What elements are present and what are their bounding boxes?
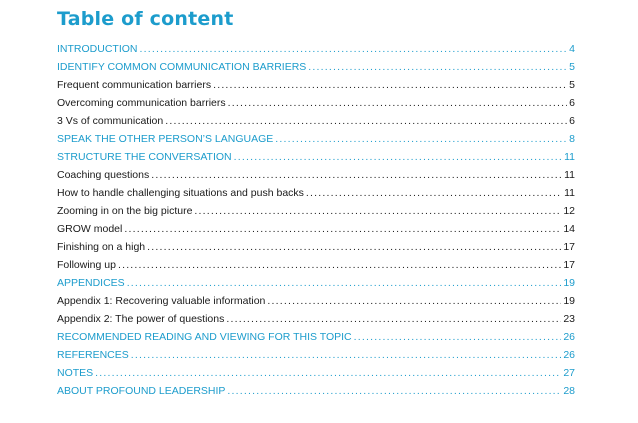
toc-entry-introduction[interactable] (57, 40, 575, 58)
toc-entry-page-number: 14 (563, 223, 575, 235)
toc-entry-following-up[interactable] (57, 256, 575, 274)
toc-entry-label: SPEAK THE OTHER PERSON’S LANGUAGE (57, 133, 274, 145)
toc-entry-speak-the-other-persons-language[interactable] (57, 130, 575, 148)
dot-leader (131, 346, 562, 364)
dot-leader (228, 94, 568, 112)
dot-leader (147, 238, 561, 256)
toc-entry-page-number: 19 (563, 295, 575, 307)
dot-leader (275, 130, 567, 148)
dot-leader (227, 382, 561, 400)
dot-leader (354, 328, 562, 346)
toc-entry-page-number: 8 (569, 133, 575, 145)
dot-leader (194, 202, 561, 220)
dot-leader (151, 166, 562, 184)
toc-entry-page-number: 11 (564, 151, 575, 163)
toc-entry-about-profound-leadership[interactable] (57, 382, 575, 400)
toc-entry-appendix-2[interactable] (57, 310, 575, 328)
toc-entry-page-number: 28 (563, 385, 575, 397)
toc-entry-page-number: 11 (564, 169, 575, 181)
toc-entry-appendix-1[interactable] (57, 292, 575, 310)
toc-entry-notes[interactable] (57, 364, 575, 382)
toc-entry-structure-the-conversation[interactable] (57, 148, 575, 166)
toc-entry-3-vs-of-communication[interactable] (57, 112, 575, 130)
toc-entry-page-number: 6 (569, 115, 575, 127)
toc-entry-overcoming-communication-barriers[interactable] (57, 94, 575, 112)
toc-entry-label: IDENTIFY COMMON COMMUNICATION BARRIERS (57, 61, 307, 73)
dot-leader (234, 148, 562, 166)
toc-entry-label: GROW model (57, 223, 123, 235)
toc-entry-label: NOTES (57, 367, 94, 379)
dot-leader (308, 58, 567, 76)
toc-entry-label: STRUCTURE THE CONVERSATION (57, 151, 232, 163)
toc-entry-label: Appendix 2: The power of questions (57, 313, 225, 325)
toc-entry-recommended-reading[interactable] (57, 328, 575, 346)
toc-entry-label: Frequent communication barriers (57, 79, 212, 91)
toc-entry-label: APPENDICES (57, 277, 125, 289)
toc-entry-label: Finishing on a high (57, 241, 146, 253)
dot-leader (127, 274, 562, 292)
dot-leader (267, 292, 561, 310)
dot-leader (118, 256, 561, 274)
toc-entry-frequent-communication-barriers[interactable] (57, 76, 575, 94)
toc-entry-page-number: 17 (563, 259, 575, 271)
toc-entry-references[interactable] (57, 346, 575, 364)
toc-entry-page-number: 5 (569, 61, 575, 73)
toc-entry-label: 3 Vs of communication (57, 115, 164, 127)
toc-entry-identify-common-communication-barriers[interactable] (57, 58, 575, 76)
toc-entry-page-number: 12 (563, 205, 575, 217)
toc-entry-grow-model[interactable] (57, 220, 575, 238)
toc-entry-label: INTRODUCTION (57, 43, 138, 55)
dot-leader (226, 310, 561, 328)
dot-leader (95, 364, 561, 382)
table-of-contents (57, 40, 575, 400)
toc-entry-label: How to handle challenging situations and push backs (57, 187, 304, 199)
toc-entry-label: Overcoming communication barriers (57, 97, 226, 109)
page-title: Table of content (57, 8, 234, 30)
toc-entry-label: Appendix 1: Recovering valuable information (57, 295, 266, 307)
toc-entry-label: Following up (57, 259, 116, 271)
toc-entry-page-number: 26 (563, 331, 575, 343)
toc-entry-page-number: 19 (563, 277, 575, 289)
toc-entry-label: Zooming in on the big picture (57, 205, 193, 217)
toc-entry-page-number: 11 (564, 187, 575, 199)
toc-entry-label: RECOMMENDED READING AND VIEWING FOR THIS TOPIC (57, 331, 352, 343)
toc-entry-label: Coaching questions (57, 169, 150, 181)
dot-leader (124, 220, 561, 238)
toc-entry-page-number: 4 (569, 43, 575, 55)
toc-entry-page-number: 26 (563, 349, 575, 361)
dot-leader (213, 76, 567, 94)
toc-entry-zooming-in-big-picture[interactable] (57, 202, 575, 220)
dot-leader (306, 184, 562, 202)
dot-leader (165, 112, 567, 130)
toc-entry-page-number: 5 (569, 79, 575, 91)
toc-entry-coaching-questions[interactable] (57, 166, 575, 184)
toc-entry-page-number: 27 (563, 367, 575, 379)
toc-entry-label: REFERENCES (57, 349, 129, 361)
toc-entry-page-number: 23 (563, 313, 575, 325)
toc-entry-challenging-situations[interactable] (57, 184, 575, 202)
toc-entry-label: ABOUT PROFOUND LEADERSHIP (57, 385, 226, 397)
toc-entry-page-number: 6 (569, 97, 575, 109)
toc-entry-finishing-on-a-high[interactable] (57, 238, 575, 256)
dot-leader (140, 40, 568, 58)
toc-entry-appendices[interactable] (57, 274, 575, 292)
toc-entry-page-number: 17 (563, 241, 575, 253)
